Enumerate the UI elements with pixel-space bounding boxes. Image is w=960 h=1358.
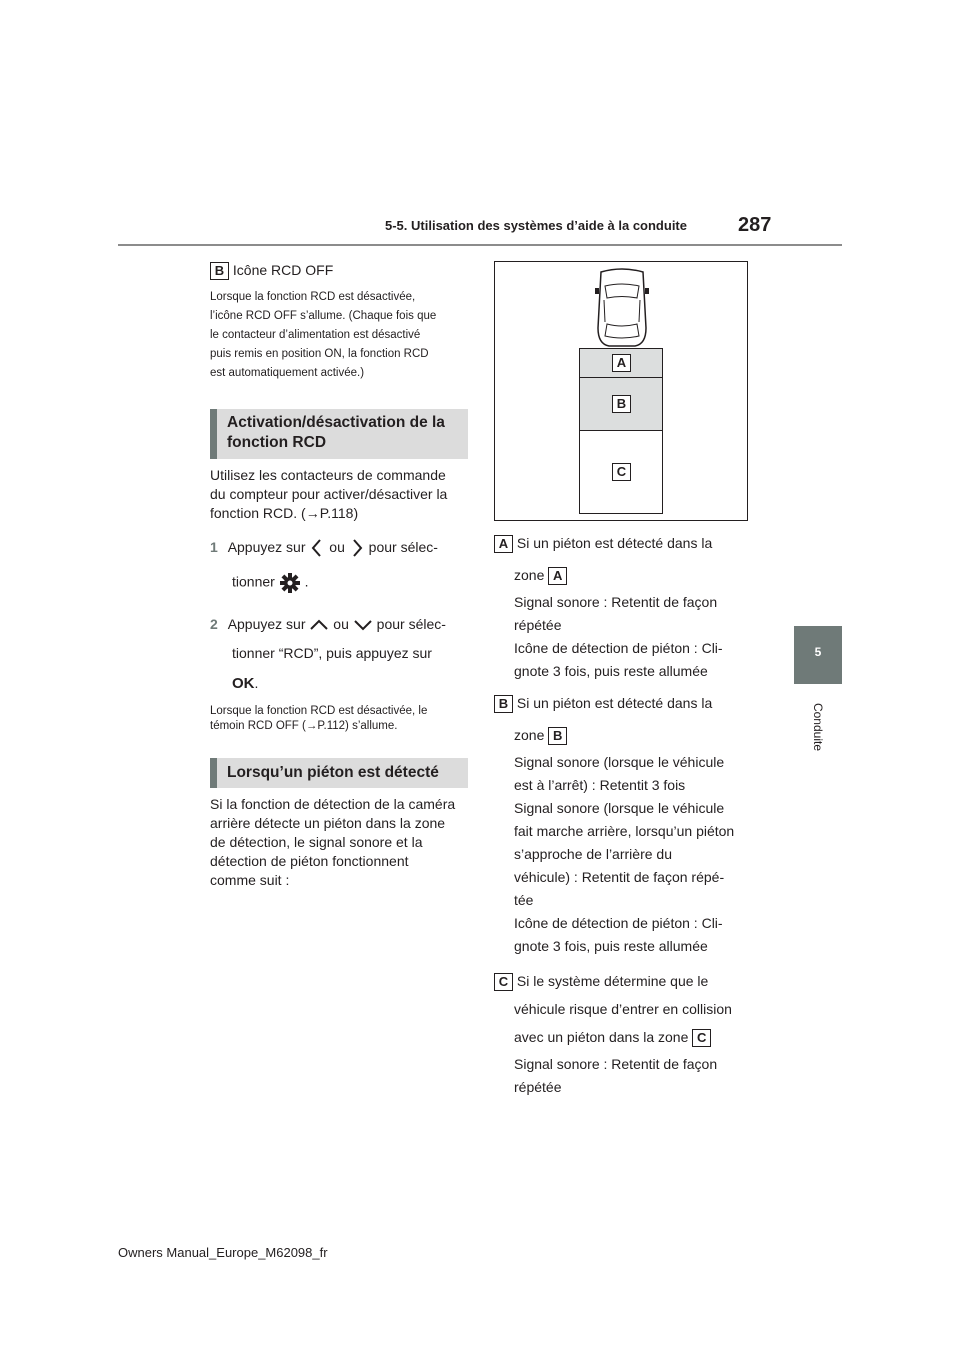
detection-zone-diagram (494, 261, 748, 521)
step-text: Appuyez sur (227, 616, 306, 632)
detail-line: véhicule) : Retentit de façon répé- (514, 869, 725, 885)
footer-text: Owners Manual_Europe_M62098_fr (118, 1245, 328, 1260)
item-text: zone (514, 727, 545, 743)
chapter-label: Conduite (811, 702, 825, 752)
item-text: Si un piéton est détecté dans la (516, 535, 713, 551)
section-heading-activation (210, 409, 468, 459)
item-b-zone (514, 724, 567, 747)
intro-line: Si la fonction de détection de la caméra (210, 796, 456, 812)
detail-line: Signal sonore (lorsque le véhicule (514, 754, 725, 770)
step-number: 1 (210, 539, 218, 555)
zone-letter: A (548, 567, 567, 585)
zone-letter: B (548, 727, 567, 745)
item-a-zone (514, 564, 567, 587)
note-line: Lorsque la fonction RCD est désactivée, le (210, 705, 428, 717)
item-letter: A (494, 535, 513, 553)
note-line: puis remis en position ON, la fonction RCD (210, 348, 429, 360)
zone-label: A (612, 354, 631, 372)
detail-line: Signal sonore : Retentit de façon (514, 594, 718, 610)
step-text: tionner (232, 573, 275, 590)
detail-line: tée (514, 892, 534, 908)
icon-label-text: Icône RCD OFF (232, 262, 334, 278)
detail-line: répétée (514, 617, 562, 633)
item-a-line-1 (494, 532, 712, 555)
step-text: . (254, 675, 259, 691)
heading-line: fonction RCD (227, 434, 327, 451)
intro-line: comme suit : (210, 872, 290, 888)
gear-icon (279, 572, 301, 594)
item-text: Si un piéton est détecté dans la (516, 695, 713, 711)
note-line: Lorsque la fonction RCD est désactivée, (210, 291, 416, 303)
zone-a (579, 348, 663, 378)
detail-line: gnote 3 fois, puis reste allumée (514, 663, 708, 679)
chevron-down-icon (353, 617, 373, 633)
detail-line: Icône de détection de piéton : Cli- (514, 640, 723, 656)
intro-line: fonction RCD. (→P.118) (210, 505, 359, 521)
item-b-line-1 (494, 692, 712, 715)
detail-line: s’approche de l’arrière du (514, 846, 672, 862)
chevron-left-icon (309, 538, 325, 558)
pedestrian-intro (210, 795, 472, 890)
item-a-details (514, 591, 754, 683)
heading-line: Activation/désactivation de la (227, 414, 445, 431)
detail-line: Signal sonore (lorsque le véhicule (514, 800, 725, 816)
item-c-details (514, 1053, 754, 1099)
item-c-line-2: véhicule risque d’entrer en collision (514, 1001, 732, 1017)
step-text: ou (333, 616, 349, 632)
icon-label-row (210, 261, 333, 280)
step-text: Appuyez sur (227, 539, 306, 555)
step-number: 2 (210, 616, 218, 632)
step-2-line-3 (232, 674, 258, 693)
item-c-line-3 (514, 1026, 711, 1049)
item-text: zone (514, 567, 545, 583)
step-text: pour sélec- (368, 539, 438, 555)
item-c-line-1 (494, 970, 708, 993)
detail-line: fait marche arrière, lorsqu’un piéton (514, 823, 735, 839)
item-text: avec un piéton dans la zone (514, 1029, 689, 1045)
step-1-line-2 (232, 572, 308, 594)
step-2-line-1 (210, 615, 472, 634)
step-1-line-1 (210, 538, 472, 558)
item-letter: B (494, 695, 513, 713)
intro-line: arrière détecte un piéton dans la zone (210, 815, 446, 831)
chapter-number: 5 (814, 645, 822, 659)
item-letter: C (494, 973, 513, 991)
intro-line: Utilisez les contacteurs de commande (210, 467, 446, 483)
detail-line: est à l’arrêt) : Retentit 3 fois (514, 777, 686, 793)
item-b-details (514, 751, 754, 958)
intro-line: détection de piéton fonctionnent (210, 853, 409, 869)
chevron-up-icon (309, 617, 329, 633)
section-title: 5-5. Utilisation des systèmes d’aide à la conduite (385, 218, 687, 233)
step-note (210, 704, 472, 734)
icon-note (210, 288, 470, 383)
chevron-right-icon (349, 538, 365, 558)
step-text: ou (329, 539, 345, 555)
zone-letter: C (692, 1029, 711, 1047)
note-line: est automatiquement activée.) (210, 367, 365, 379)
note-line: l’icône RCD OFF s’allume. (Chaque fois que (210, 310, 437, 322)
step-text: pour sélec- (376, 616, 446, 632)
label-letter-b: B (210, 262, 229, 280)
detail-line: Signal sonore : Retentit de façon (514, 1056, 718, 1072)
car-top-view-icon (595, 268, 649, 348)
detail-line: répétée (514, 1079, 562, 1095)
step-2-line-2: tionner “RCD”, puis appuyez sur (232, 645, 432, 661)
section-heading-pedestrian: Lorsqu’un piéton est détecté (210, 758, 468, 788)
page-number: 287 (738, 214, 772, 236)
zone-b (579, 377, 663, 431)
zone-label: B (612, 395, 631, 413)
step-text: . (304, 573, 309, 590)
ok-button-label: OK (232, 675, 255, 692)
detail-line: gnote 3 fois, puis reste allumée (514, 938, 708, 954)
note-line: témoin RCD OFF (→P.112) s’allume. (210, 720, 398, 732)
item-text: Si le système détermine que le (516, 973, 709, 989)
activation-intro (210, 466, 470, 523)
detail-line: Icône de détection de piéton : Cli- (514, 915, 723, 931)
intro-line: de détection, le signal sonore et la (210, 834, 423, 850)
zone-c (579, 430, 663, 514)
intro-line: du compteur pour activer/désactiver la (210, 486, 448, 502)
note-line: le contacteur d’alimentation est désactivé (210, 329, 421, 341)
header-rule (118, 244, 842, 246)
zone-label: C (612, 463, 631, 481)
